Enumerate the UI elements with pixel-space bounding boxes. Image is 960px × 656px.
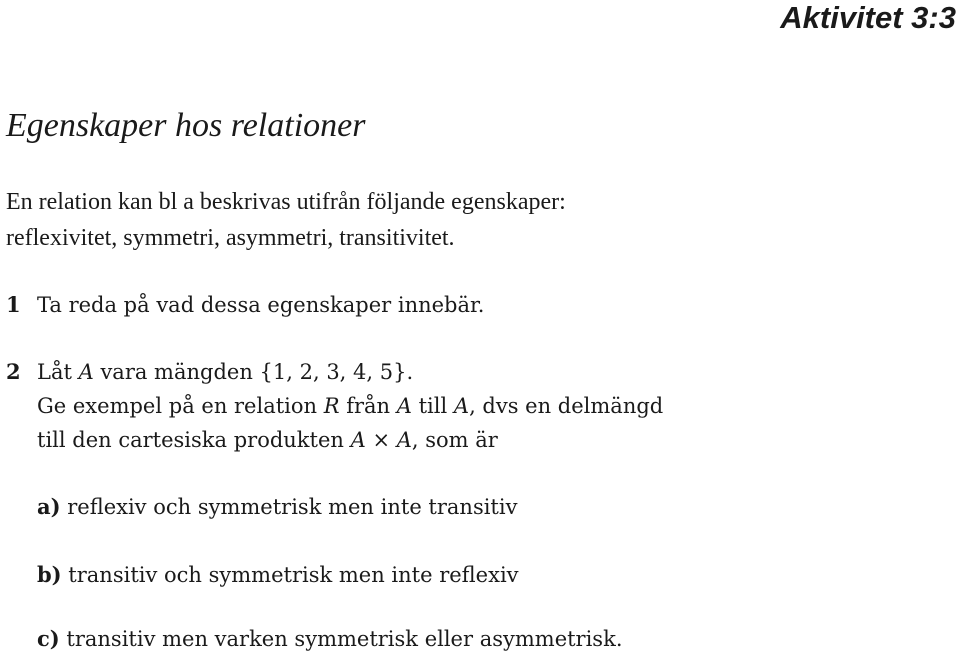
var-a: A (396, 428, 412, 452)
task-2-line-3-part-2: , som är (411, 428, 498, 452)
var-a: A (396, 394, 412, 418)
var-a: A (78, 360, 94, 384)
var-a: A (453, 394, 470, 418)
task-1-text: Ta reda på vad dessa egenskaper innebär. (37, 293, 485, 317)
subtask-text: transitiv men varken symmetrisk eller asymmetrisk. (59, 627, 623, 651)
subtask-label: b) (37, 562, 62, 587)
subtask-label: a) (37, 494, 61, 519)
task-2-line-3 (37, 425, 498, 455)
task-2-number: 2 (6, 359, 21, 384)
var-r: R (323, 394, 340, 418)
task-2-line-2 (37, 391, 663, 421)
task-2-line-2-part-2: från (339, 394, 397, 418)
subtask-text: reflexiv och symmetrisk men inte transitiv (60, 495, 518, 519)
intro-line-2: reflexivitet, symmetri, asymmetri, transitivitet. (6, 225, 455, 251)
subtask-label: c) (37, 626, 60, 651)
task-2-line-1 (37, 357, 413, 387)
task-2-line-2-part-1: Ge exempel på en relation (37, 394, 324, 418)
task-2-line-1-prefix: Låt (37, 360, 79, 384)
task-2-line-2-part-4: , dvs en delmängd (469, 394, 664, 418)
times-symbol: × (365, 428, 397, 452)
activity-label: Aktivitet 3:3 (780, 0, 956, 35)
intro-line-1: En relation kan bl a beskrivas utifrån följande egenskaper: (6, 189, 566, 215)
task-2-line-3-part-1: till den cartesiska produkten (37, 428, 351, 452)
subtask-b (37, 560, 519, 590)
task-2-line-1-suffix: vara mängden {1, 2, 3, 4, 5}. (93, 360, 414, 384)
task-1-number: 1 (6, 292, 21, 317)
task-2-line-2-part-3: till (411, 394, 454, 418)
subtask-c (37, 624, 623, 654)
subtask-text: transitiv och symmetrisk men inte reflexiv (61, 563, 519, 587)
page-title: Egenskaper hos relationer (6, 107, 366, 144)
subtask-a (37, 492, 517, 522)
var-a: A (350, 428, 366, 452)
